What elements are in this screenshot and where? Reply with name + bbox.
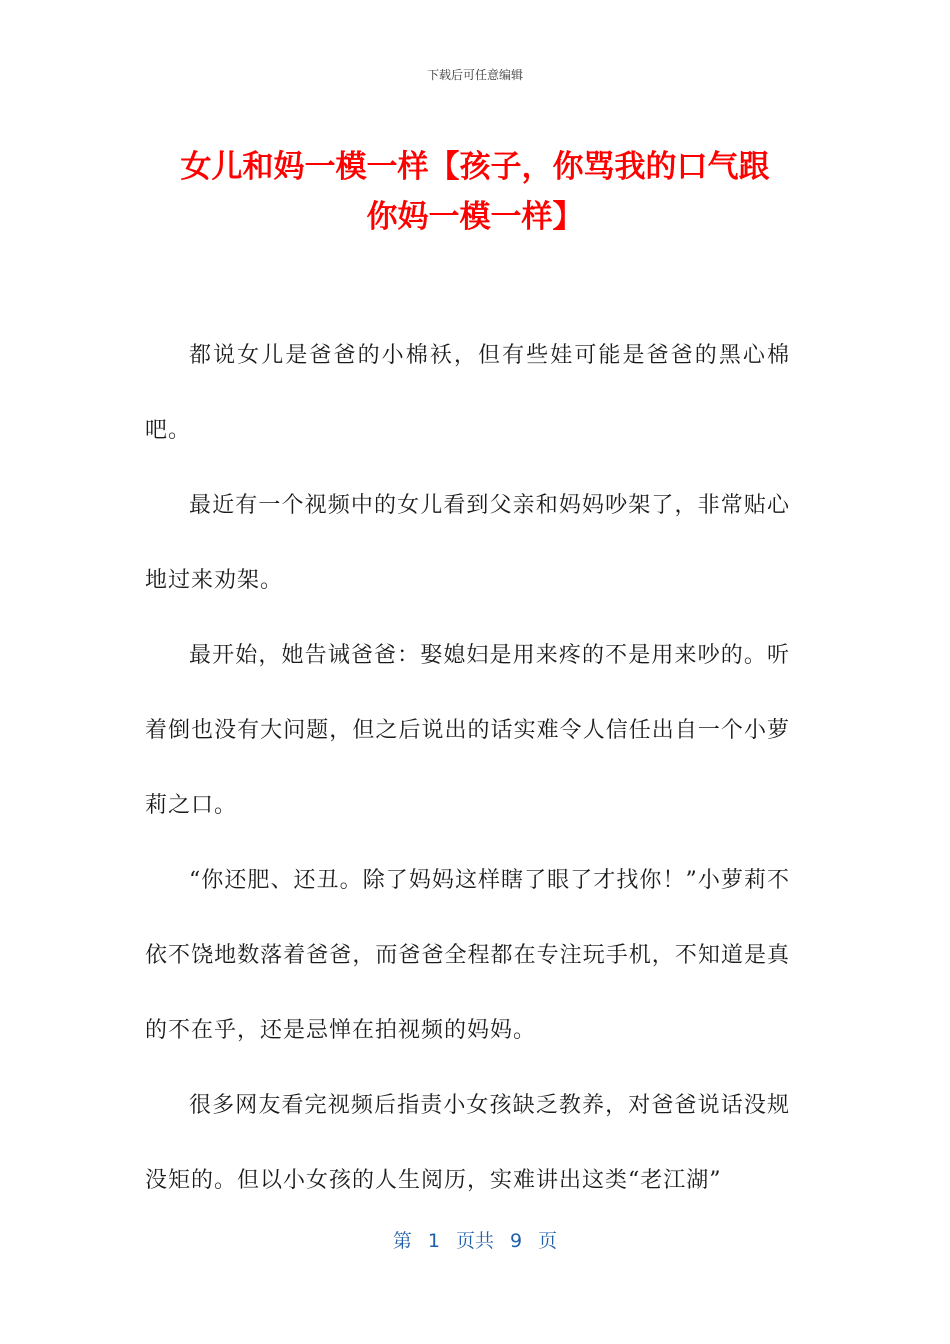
paragraph: 最开始，她告诫爸爸：娶媳妇是用来疼的不是用来吵的。听着倒也没有大问题，但之后说出的话实难令人信任出自一个小萝莉之口。 — [145, 643, 790, 818]
article-body — [145, 318, 790, 1218]
document-title — [145, 142, 805, 242]
paragraph: 都说女儿是爸爸的小棉袄，但有些娃可能是爸爸的黑心棉吧。 — [145, 343, 790, 443]
page-prefix: 第 — [392, 1230, 412, 1252]
page-suffix: 页 — [538, 1230, 558, 1252]
paragraph: “你还肥、还丑。除了妈妈这样瞎了眼了才找你！”小萝莉不依不饶地数落着爸爸，而爸爸全程都在专注玩手机，不知道是真的不在乎，还是忌惮在拍视频的妈妈。 — [145, 868, 790, 1043]
title-line-1: 女儿和妈一模一样【孩子，你骂我的口气跟 — [180, 149, 770, 185]
page-footer — [0, 1226, 950, 1253]
header-note: 下载后可任意编辑 — [426, 68, 523, 82]
page-mid: 页共 — [455, 1230, 494, 1252]
paragraph: 最近有一个视频中的女儿看到父亲和妈妈吵架了，非常贴心地过来劝架。 — [145, 493, 790, 593]
paragraph: 很多网友看完视频后指责小女孩缺乏教养，对爸爸说话没规没矩的。但以小女孩的人生阅历，实难讲出这类“老江湖” — [145, 1093, 790, 1193]
page-number: 1 — [427, 1230, 440, 1252]
total-pages: 9 — [510, 1230, 523, 1252]
title-line-2: 你妈一模一样】 — [366, 199, 584, 235]
